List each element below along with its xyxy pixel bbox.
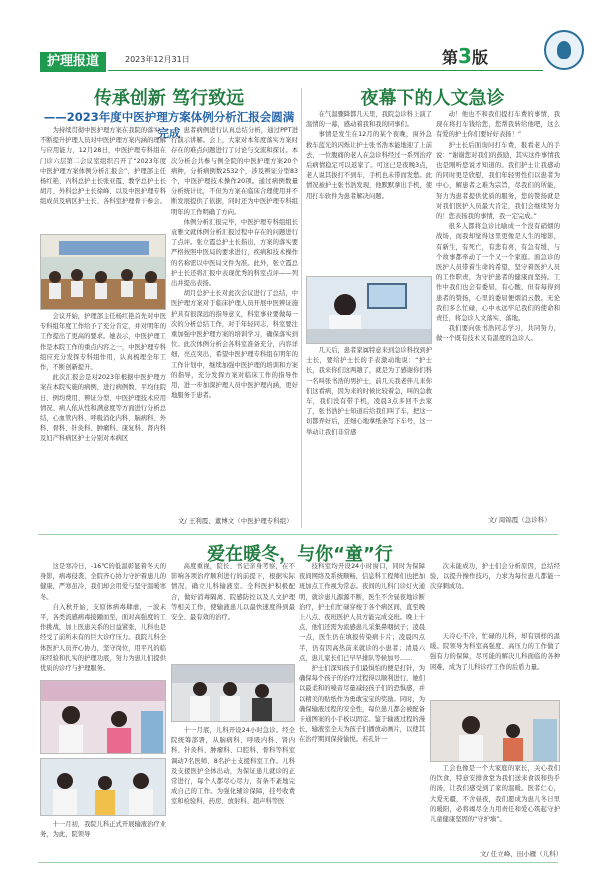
header-rule [108, 70, 543, 71]
section-divider [38, 534, 558, 535]
paragraph: 十一月底，儿科开设24小时急诊。经全院统筹部署，从脑病科、呼吸内科、肾内科、针灸科、肿瘤科、口腔科、骨科等科室调动7名医师、8名护士支援科室工作。儿科及支援医护全体出动，为保证患儿就诊的正常进行，每个人都尽心尽力，有条不紊地完成自己的工作。为强化辅诊保障，挂号收费室和检验科、药房、放射科、超声科等医 [171, 727, 295, 806]
paragraph: 体例分析汇报完毕，中医护理专科组组长袁雅文就体例分析汇报过程中存在的问题进行了点评。张立霞总护士长指出，方案的落实要严格按照中医局的要求进行，疾病和技术操作的名称需以中医局文件为准。此外，张立霞总护士长还将汇报中表现优秀的科室点评——列出并提出表扬。 [171, 218, 298, 288]
footer-divider [38, 862, 558, 863]
bottom-article-body-col3 [299, 562, 425, 860]
pediatrics-photo-1 [40, 680, 166, 754]
page-suffix: 版 [471, 48, 488, 67]
emergency-photo [306, 276, 432, 344]
paragraph: 十一月初，我院儿科正式开展输液治疗业务，为此，院领导 [40, 821, 166, 839]
right-article-credit: 文/ 周锦霞（急诊科） [488, 516, 551, 524]
issue-date: 2023年12月31日 [125, 55, 190, 64]
page-prefix: 第 [442, 48, 459, 67]
paragraph: 患者病例进行认真总结分析，通过PPT进行演示讲解。会上，大家对本年度落实方案时存在的难点问题进行了讨论与交流和探讨。本次分析会共参与例全院的中医护理方案20个病种，分析病例数2532个，涉及辨证分型83个，中医护理技术操作20项。通过病例数量分析统计比，不但为方案在临床合理使用并不断发展提供了依据，同时还为中医护理专科组明年的工作明确了方向。 [171, 127, 298, 216]
paragraph: 次未能成功，护士们会分析原因，总结经验，以提升操作技巧，力求为每位患儿都能一次穿刺成功。 [430, 563, 560, 591]
hospital-logo-icon [544, 30, 584, 70]
paragraph: 我们要向张书浩同志学习，共同努力，做一个既有技术又有温度的急诊人。 [436, 325, 560, 343]
paragraph: 胡月总护士长对此次会议进行了总结，中医护理方案对于临床护理人员开展中医辨证施护具有很深远的指导意义，科室事业要做每一次的分析总结工作，对于年轻同志，科室要注重加强中医护理方案的培训学习，确保落实到位。此次体例分析会各科室准备充分，内容详细，亮点突出，希望中医护理专科组在明年的工作计划中，继续加强中医护理的培训和方案的指导，充分发挥方案对临床工作的指导作用，进一步加深护理人员中医护理内涵，更好地服务于患者。 [171, 290, 298, 400]
paragraph: 天冷心不冷，忙碌的儿科，却有别样的温暖。院领导为科室高强度、高压力的工作做了强有力的保障，尽可能的解决儿科面临的各种困难，成为了儿科诊疗工作的后盾力量。 [430, 633, 560, 671]
bottom-article-credit: 文/ 任立峰、田小雁（儿科） [480, 850, 563, 858]
paragraph: 护士们深知孩子们最惧怕的便是打针，为确保每个孩子的治疗过程得以顺利进行，她们以最柔和的嗓音尽量减轻孩子们的恐惧感，并以精美的贴纸作为勇敢宝宝的奖励。同时，为确保输液过程的安全性，每位患儿都会被配备卡通图案的小手板以固定。鉴于输液过程的漫长，输液室全天为孩子们播放动画片，以使其在治疗期间保持愉悦。若孔针一 [299, 665, 425, 744]
paragraph: 高度重视，院长、书记亲身考察，在不影响各项治疗顺利进行的前提下，根据实际情况，确立儿科输液室。全科医护积极配合，做好消毒隔离、院感防控以及人文护理等相关工作，使输液患儿以最快速度得到最安全、最有效的治疗。 [171, 563, 295, 622]
left-article-body-col1b [40, 312, 166, 528]
left-article-title: 传承创新 笃行致远 [93, 88, 245, 109]
bottom-article-title: 爱在暖冬，与你“童”行 [207, 544, 393, 565]
right-article-body-col1b [306, 346, 432, 528]
column-divider [301, 88, 302, 528]
paragraph: 动！他也不和我们提打车费的事情，我现在将打车钱给您，您帮我转给他吧，这么有爱的护士你们要好好表扬！” [436, 111, 560, 139]
right-article-body-col1 [306, 110, 432, 274]
paragraph: 为持续贯彻中医护理方案在我院的落实，不断提升护理人员对中医护理方案内涵的理解与应用能力，12月28日，中医护理专科组在门诊六层第二会议室组织召开了“2023年度中医护理方案体例分析汇报会”，护理部主任杨红艳、内科总护士长张亚霞、教学总护士长胡月、外科总护士长徐峰、以及中医护理专科组成员及病区护士长、各科室护理骨干参会。 [40, 127, 166, 206]
page-number [442, 44, 488, 68]
paragraph: 此次汇报会是对2023年根据中医护理方案在本院实施的病例，进行病例数、平均住院日、例均费用、辨证分型、中医护理技术应用情况、病人依从性和满意度等方面进行分析总结，心血管内科、呼吸消化内科、脑病科、外科、骨科、针灸科、肿瘤科、康复科、肾内科及妇产科病区护士分别对本病区 [40, 374, 166, 443]
bottom-article-body-col2 [171, 562, 295, 662]
paragraph: 技科室均开设24小时窗口，同时为保障夜间网络及系统顺畅，信息科工程师们也把加班加点工作视为常态。夜间的儿科门诊灯火通明，就诊患儿源源不断，医生不舍昼夜地诊断治疗，护士们忙碌穿梭于各个病区间，直至晚上八点、夜班医护人员方能完成交班。晚上十点，他们还需为流感患儿采集鼻咽拭子；凌晨一点，医生仍在填报传染病卡片；凌晨四点半，仍有因高热前来就诊的小患者；清晨六点，患儿家长们已早早排队等候加号…… [299, 563, 425, 662]
paragraph: 会议开始，护理部主任杨红艳首先对中医专科组年度工作给予了充分肯定，并对明年的工作提出了更高的要求。她表示，中医护理工作是本院工作的重点内容之一，中医护理专科组应充分发挥专科组作用，认真梳理全年工作，不断创新提升。 [40, 313, 166, 372]
right-article-title: 夜幕下的人文急诊 [360, 88, 505, 109]
paragraph: 这是寒冷日，-16℃的低温彰显着冬天的身影，病毒侵袭，全院齐心协力守护着患儿的健康，严寒虽冷，我们却会用爱与坚守温暖寒冬。 [40, 563, 166, 601]
pediatrics-photo-3 [171, 664, 295, 722]
paragraph: 工会也像是一个大家庭的家长，关心我们的饮食，特意安排食堂为我们送来食饭和热乎的汤，让我们感受到了家的温暖。医者仁心，大爱无疆，不舍昼夜，我们愿成为患儿冬日里的暖阳，必将竭尽全力用责任和爱心筑起守护儿童健康坚固的“守护墙”。 [430, 765, 560, 824]
section-title: 护理报道 [40, 52, 106, 72]
right-article-body-col2 [436, 110, 560, 508]
pediatrics-photo-4 [430, 700, 560, 762]
paragraph: 几天后，患者家属特意来到急诊科找到护士长，要给护士长的手表激动地说：“护士长，我来你们这两趟了，就是为了感谢你们科一名叫张书浩的男护士，前几天我老伴儿来你们这看病，因为来的时候比较着急，叫的急救车，我们没有带手机，凌晨3点多回不去家了，张书浩护士知道后给我们叫了车，把这一切都弄好后，还细心地拿纸条写下车号，这一举动让我们非常感 [306, 347, 432, 436]
bottom-article-body-col4 [430, 562, 560, 630]
bottom-article-body-col1b [40, 820, 166, 860]
left-article-credit: 文/ 王利霞、董博文（中医护理专科组） [178, 517, 293, 525]
paragraph: 事情是发生在12月的某个夜晚，窗外急救车蓝光的闪烁让护士张书浩本能地迎了上前去，一位腹痛的老人在急诊科经过一系列治疗后病情稳定可以返家了。可这已是夜晚3点，老人说其拔打不到车，手机也未带而发愁。此情况被护士张书浩发现，他默默拿出手机，使用打车软件为患者解决问题。 [306, 131, 432, 200]
bottom-article-body-col4b [430, 632, 560, 698]
pediatrics-photo-2 [40, 758, 166, 816]
paragraph: 护士长后面询问打车费，报看老人的手说：“谢谢您对我们的鼓励，其实这件事情我也是刚听您说才知道的。我们护士让我感动的同时更是欣慰，我们年轻男性们以患者为中心，解患者之难为宗旨，尽我们的所能，努力为患者提供优质的服务，您的赞扬就是对我们医护人员最大肯定，我们会继续努力的！您表扬我的事情，我一定完成。” [436, 141, 560, 221]
left-article-subtitle: ——2023年度中医护理方案体例分析汇报会圆满完成 [43, 110, 295, 140]
meeting-photo [40, 234, 166, 310]
left-article-body-col2 [171, 126, 298, 504]
bottom-article-body-col4c [430, 764, 560, 846]
paragraph: 自入秋开始，支原体病毒肆虐，一波未平，各类流感病毒接踵而至，面对高强度的工作挑战，加上医患关系的日益紧张，儿科也是经受了前所未有的巨大诊疗压力。我院儿科全体医护人员齐心协力，坚守岗位，用平凡的临床经验和扎实的护理功底，努力为患儿们提供优质的诊疗与护理服务。 [40, 603, 166, 673]
page-header [0, 0, 600, 78]
paragraph: 在气温骤降都几天里，我院急诊科上演了温情的一幕，感动着我和我的同事们。 [306, 111, 432, 129]
page-num: 3 [458, 44, 472, 68]
bottom-article-body-col1 [40, 562, 166, 676]
bottom-article-body-col2b [171, 726, 295, 860]
paragraph: 很多人都将急诊比喻成一个没有硝烟的战场，而我却觉得这里更像是人生的缩影，有新生，有死亡，有悲有喜，有急有缓，与个故事都牵动了一个又一个家庭。面急诊的医护人员带着生命的希望，坚守着医护人员的工作职责，为守护患者的健康而坚持。工作中我们也会有委屈，有心酸，但有每得到患者的赞扬，心里的委屈便烟消云散。无论我们多么忙碌，心中永远牢记我们的使命和责任，将急诊人文落实、落地。 [436, 223, 560, 323]
